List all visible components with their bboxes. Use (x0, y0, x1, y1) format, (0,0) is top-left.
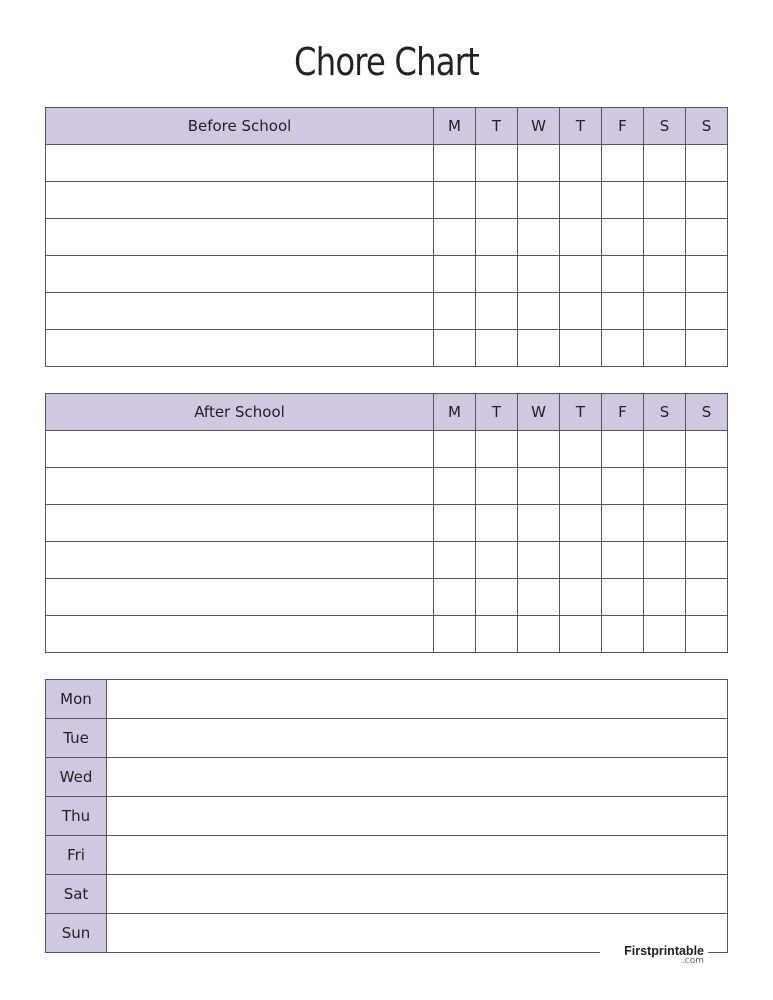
check-cell[interactable] (686, 505, 728, 542)
check-cell[interactable] (434, 468, 476, 505)
table-row (46, 182, 728, 219)
day-label: Mon (46, 680, 107, 719)
check-cell[interactable] (434, 505, 476, 542)
day-label: Wed (46, 758, 107, 797)
check-cell[interactable] (644, 505, 686, 542)
check-cell[interactable] (686, 219, 728, 256)
check-cell[interactable] (476, 330, 518, 367)
section-heading: Before School (46, 108, 434, 145)
table-row (46, 719, 728, 758)
day-header: F (602, 394, 644, 431)
chore-cell[interactable] (46, 256, 434, 293)
check-cell[interactable] (476, 182, 518, 219)
day-header: S (686, 108, 728, 145)
before-school-table (45, 107, 728, 367)
day-label: Tue (46, 719, 107, 758)
chore-cell[interactable] (46, 431, 434, 468)
check-cell[interactable] (602, 542, 644, 579)
check-cell[interactable] (518, 293, 560, 330)
after-school-table (45, 393, 728, 653)
page-title: Chore Chart (294, 40, 479, 84)
table-row (46, 219, 728, 256)
check-cell[interactable] (518, 182, 560, 219)
check-cell[interactable] (560, 431, 602, 468)
brand-suffix: .com (681, 956, 704, 966)
header-row (46, 394, 728, 431)
check-cell[interactable] (686, 256, 728, 293)
chore-cell[interactable] (46, 616, 434, 653)
check-cell[interactable] (560, 468, 602, 505)
day-header: F (602, 108, 644, 145)
check-cell[interactable] (560, 293, 602, 330)
check-cell[interactable] (602, 431, 644, 468)
check-cell[interactable] (644, 145, 686, 182)
check-cell[interactable] (602, 330, 644, 367)
day-label: Thu (46, 797, 107, 836)
table-row (46, 680, 728, 719)
check-cell[interactable] (644, 256, 686, 293)
day-notes-cell[interactable] (107, 680, 728, 719)
day-header: T (476, 108, 518, 145)
check-cell[interactable] (434, 542, 476, 579)
day-header: M (434, 394, 476, 431)
check-cell[interactable] (686, 182, 728, 219)
check-cell[interactable] (434, 219, 476, 256)
table-row (46, 616, 728, 653)
table-row (46, 797, 728, 836)
check-cell[interactable] (602, 468, 644, 505)
check-cell[interactable] (476, 219, 518, 256)
weekly-table (45, 679, 728, 953)
header-row (46, 108, 728, 145)
check-cell[interactable] (602, 293, 644, 330)
day-header: S (644, 394, 686, 431)
chore-cell[interactable] (46, 505, 434, 542)
chore-cell[interactable] (46, 293, 434, 330)
check-cell[interactable] (602, 579, 644, 616)
check-cell[interactable] (644, 182, 686, 219)
check-cell[interactable] (644, 468, 686, 505)
table-row (46, 542, 728, 579)
day-header: S (686, 394, 728, 431)
check-cell[interactable] (518, 219, 560, 256)
brand-logo (600, 944, 708, 966)
day-header: T (476, 394, 518, 431)
table-row (46, 330, 728, 367)
check-cell[interactable] (434, 431, 476, 468)
day-label: Fri (46, 836, 107, 875)
day-notes-cell[interactable] (107, 836, 728, 875)
check-cell[interactable] (434, 579, 476, 616)
check-cell[interactable] (560, 219, 602, 256)
check-cell[interactable] (602, 145, 644, 182)
check-cell[interactable] (602, 256, 644, 293)
chore-cell[interactable] (46, 182, 434, 219)
table-row (46, 431, 728, 468)
check-cell[interactable] (686, 145, 728, 182)
chore-cell[interactable] (46, 145, 434, 182)
check-cell[interactable] (560, 330, 602, 367)
check-cell[interactable] (518, 542, 560, 579)
day-label: Sat (46, 875, 107, 914)
table-row (46, 145, 728, 182)
chore-cell[interactable] (46, 468, 434, 505)
check-cell[interactable] (686, 579, 728, 616)
check-cell[interactable] (434, 256, 476, 293)
check-cell[interactable] (560, 256, 602, 293)
check-cell[interactable] (602, 505, 644, 542)
check-cell[interactable] (476, 468, 518, 505)
table-row (46, 505, 728, 542)
day-notes-cell[interactable] (107, 875, 728, 914)
check-cell[interactable] (434, 182, 476, 219)
check-cell[interactable] (686, 293, 728, 330)
check-cell[interactable] (644, 293, 686, 330)
table-row (46, 256, 728, 293)
day-header: T (560, 394, 602, 431)
day-header: W (518, 394, 560, 431)
check-cell[interactable] (518, 431, 560, 468)
check-cell[interactable] (602, 182, 644, 219)
check-cell[interactable] (644, 579, 686, 616)
check-cell[interactable] (644, 330, 686, 367)
day-notes-cell[interactable] (107, 797, 728, 836)
check-cell[interactable] (476, 256, 518, 293)
check-cell[interactable] (518, 330, 560, 367)
check-cell[interactable] (476, 616, 518, 653)
brand-name: Firstprintable (624, 944, 704, 958)
check-cell[interactable] (434, 330, 476, 367)
chore-cell[interactable] (46, 542, 434, 579)
check-cell[interactable] (518, 468, 560, 505)
table-row (46, 875, 728, 914)
section-heading: After School (46, 394, 434, 431)
check-cell[interactable] (518, 505, 560, 542)
table-row (46, 758, 728, 797)
chore-cell[interactable] (46, 219, 434, 256)
check-cell[interactable] (644, 431, 686, 468)
day-header: S (644, 108, 686, 145)
check-cell[interactable] (518, 256, 560, 293)
check-cell[interactable] (560, 579, 602, 616)
table-row (46, 293, 728, 330)
day-label: Sun (46, 914, 107, 953)
table-row (46, 579, 728, 616)
check-cell[interactable] (560, 182, 602, 219)
day-notes-cell[interactable] (107, 719, 728, 758)
check-cell[interactable] (476, 293, 518, 330)
check-cell[interactable] (518, 579, 560, 616)
day-notes-cell[interactable] (107, 758, 728, 797)
check-cell[interactable] (560, 145, 602, 182)
check-cell[interactable] (686, 431, 728, 468)
check-cell[interactable] (602, 219, 644, 256)
check-cell[interactable] (518, 145, 560, 182)
check-cell[interactable] (560, 505, 602, 542)
check-cell[interactable] (476, 145, 518, 182)
check-cell[interactable] (560, 542, 602, 579)
day-header: W (518, 108, 560, 145)
check-cell[interactable] (686, 468, 728, 505)
check-cell[interactable] (644, 542, 686, 579)
day-header: M (434, 108, 476, 145)
check-cell[interactable] (686, 542, 728, 579)
check-cell[interactable] (476, 542, 518, 579)
check-cell[interactable] (476, 505, 518, 542)
check-cell[interactable] (434, 293, 476, 330)
check-cell[interactable] (686, 616, 728, 653)
table-row (46, 468, 728, 505)
check-cell[interactable] (434, 616, 476, 653)
check-cell[interactable] (518, 616, 560, 653)
chore-cell[interactable] (46, 579, 434, 616)
table-row (46, 836, 728, 875)
check-cell[interactable] (644, 616, 686, 653)
day-header: T (560, 108, 602, 145)
check-cell[interactable] (602, 616, 644, 653)
check-cell[interactable] (644, 219, 686, 256)
check-cell[interactable] (560, 616, 602, 653)
check-cell[interactable] (434, 145, 476, 182)
check-cell[interactable] (476, 431, 518, 468)
check-cell[interactable] (686, 330, 728, 367)
chore-cell[interactable] (46, 330, 434, 367)
check-cell[interactable] (476, 579, 518, 616)
